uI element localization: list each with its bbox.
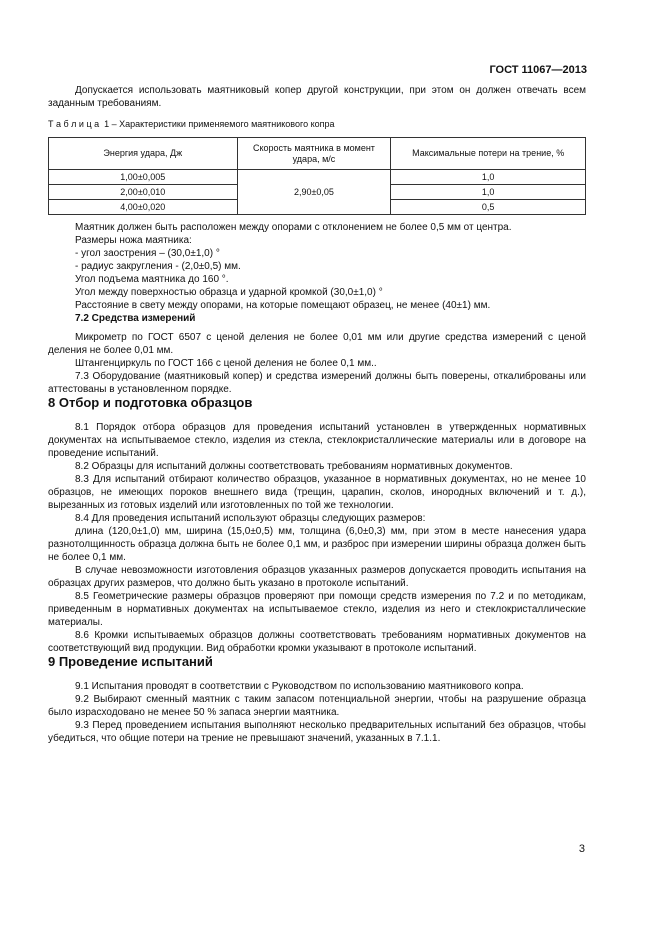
pendulum-requirements [48, 221, 586, 312]
header-energy: Энергия удара, Дж [49, 138, 238, 170]
paragraph: 8.5 Геометрические размеры образцов проверяют при помощи средств измерения по 7.2 и по методикам, приведенным в нормативных документах на испытываемое стекло, изделия из него и стеклокристаллические материалы. [48, 591, 586, 628]
paragraph: 9.3 Перед проведением испытания выполняют несколько предварительных испытаний без образцов, чтобы убедиться, что общие потери на трение не превышают значений, указанных в 7.1.1. [48, 720, 586, 744]
energy-cell: 1,00±0,005 [49, 170, 238, 185]
paragraph: 7.3 Оборудование (маятниковый копер) и средства измерений должны быть поверены, откалиброваны или аттестованы в установленном порядке. [48, 371, 586, 395]
intro-paragraph: Допускается использовать маятниковый копер другой конструкции, при этом он должен отвечать всем заданным требованиям. [48, 85, 586, 109]
pendulum-line: Расстояние в свету между опорами, на которые помещают образец, не менее (40±1) мм. [75, 300, 491, 311]
paragraph: 9.1 Испытания проводят в соответствии с Руководством по использованию маятникового копра. [75, 681, 524, 692]
header-speed: Скорость маятника в момент удара, м/с [237, 138, 391, 170]
section-8-title: 8 Отбор и подготовка образцов [48, 395, 253, 410]
friction-cell: 0,5 [391, 200, 586, 215]
paragraph: 8.3 Для испытаний отбирают количество образцов, указанное в нормативных документах, но не менее 10 образцов, не имеющих пороков внешнего вида (трещин, царапин, сколов, инородных включений и т. д.), вырезанных из готовых изделий или изготовленных по той же технологии. [48, 474, 586, 511]
paragraph: 9.2 Выбирают сменный маятник с таким запасом потенциальной энергии, чтобы на разрушение образца было израсходовано не менее 50 % запаса энергии маятника. [48, 694, 586, 718]
paragraph: длина (120,0±1,0) мм, ширина (15,0±0,5) мм, толщина (6,0±0,3) мм, при этом в месте нанесения удара разнотолщинность образца должна быть не более 0,1 мм, и разброс при измерении ширины образца должен быть не более 0,1 мм. [48, 526, 586, 563]
pendulum-line: Размеры ножа маятника: [75, 235, 192, 246]
paragraph: 8.4 Для проведения испытаний используют образцы следующих размеров: [75, 513, 426, 524]
table-header-row [49, 138, 586, 170]
energy-cell: 4,00±0,020 [49, 200, 238, 215]
header-friction: Максимальные потери на трение, % [391, 138, 586, 170]
pendulum-line: - радиус закругления - (2,0±0,5) мм. [75, 261, 241, 272]
paragraph: Микрометр по ГОСТ 6507 с ценой деления не более 0,01 мм или другие средства измерений с ценой деления не более 0,01 мм. [48, 332, 586, 356]
pendulum-line: Угол подъема маятника до 160 °. [75, 274, 229, 285]
table-caption: Т а б л и ц а 1 – Характеристики применяемого маятникового копра [48, 119, 335, 129]
table-row [49, 170, 586, 185]
paragraph: В случае невозможности изготовления образцов указанных размеров допускается проводить испытания на образцах других размеров, что должно быть указано в протоколе испытаний. [48, 565, 586, 589]
document-id: ГОСТ 11067—2013 [489, 64, 587, 76]
pendulum-line: Маятник должен быть расположен между опорами с отклонением не более 0,5 мм от центра. [75, 222, 512, 233]
energy-cell: 2,00±0,010 [49, 185, 238, 200]
paragraph: Штангенциркуль по ГОСТ 166 с ценой деления не более 0,1 мм.. [75, 358, 377, 369]
speed-cell: 2,90±0,05 [237, 170, 391, 215]
paragraph: 8.2 Образцы для испытаний должны соответствовать требованиям нормативных документов. [75, 461, 513, 472]
section-9-title: 9 Проведение испытаний [48, 654, 213, 669]
section-7-2-title: 7.2 Средства измерений [75, 313, 196, 324]
paragraph: 8.1 Порядок отбора образцов для проведения испытаний установлен в утвержденных нормативных документах на испытываемое стекло, изделия из стекла, стеклокристаллические материалы или в договоре на проведение испытаний. [48, 422, 586, 459]
page-content [48, 84, 586, 745]
friction-cell: 1,0 [391, 185, 586, 200]
pendulum-line: Угол между поверхностью образца и ударной кромкой (30,0±1,0) ° [75, 287, 383, 298]
pendulum-line: - угол заострения – (30,0±1,0) ° [75, 248, 220, 259]
friction-cell: 1,0 [391, 170, 586, 185]
paragraph: 8.6 Кромки испытываемых образцов должны соответствовать требованиям нормативных документов на соответствующий вид продукции. Вид обработки кромки указывают в протоколе испытаний. [48, 630, 586, 654]
characteristics-table [48, 137, 586, 215]
page-number: 3 [578, 843, 585, 855]
